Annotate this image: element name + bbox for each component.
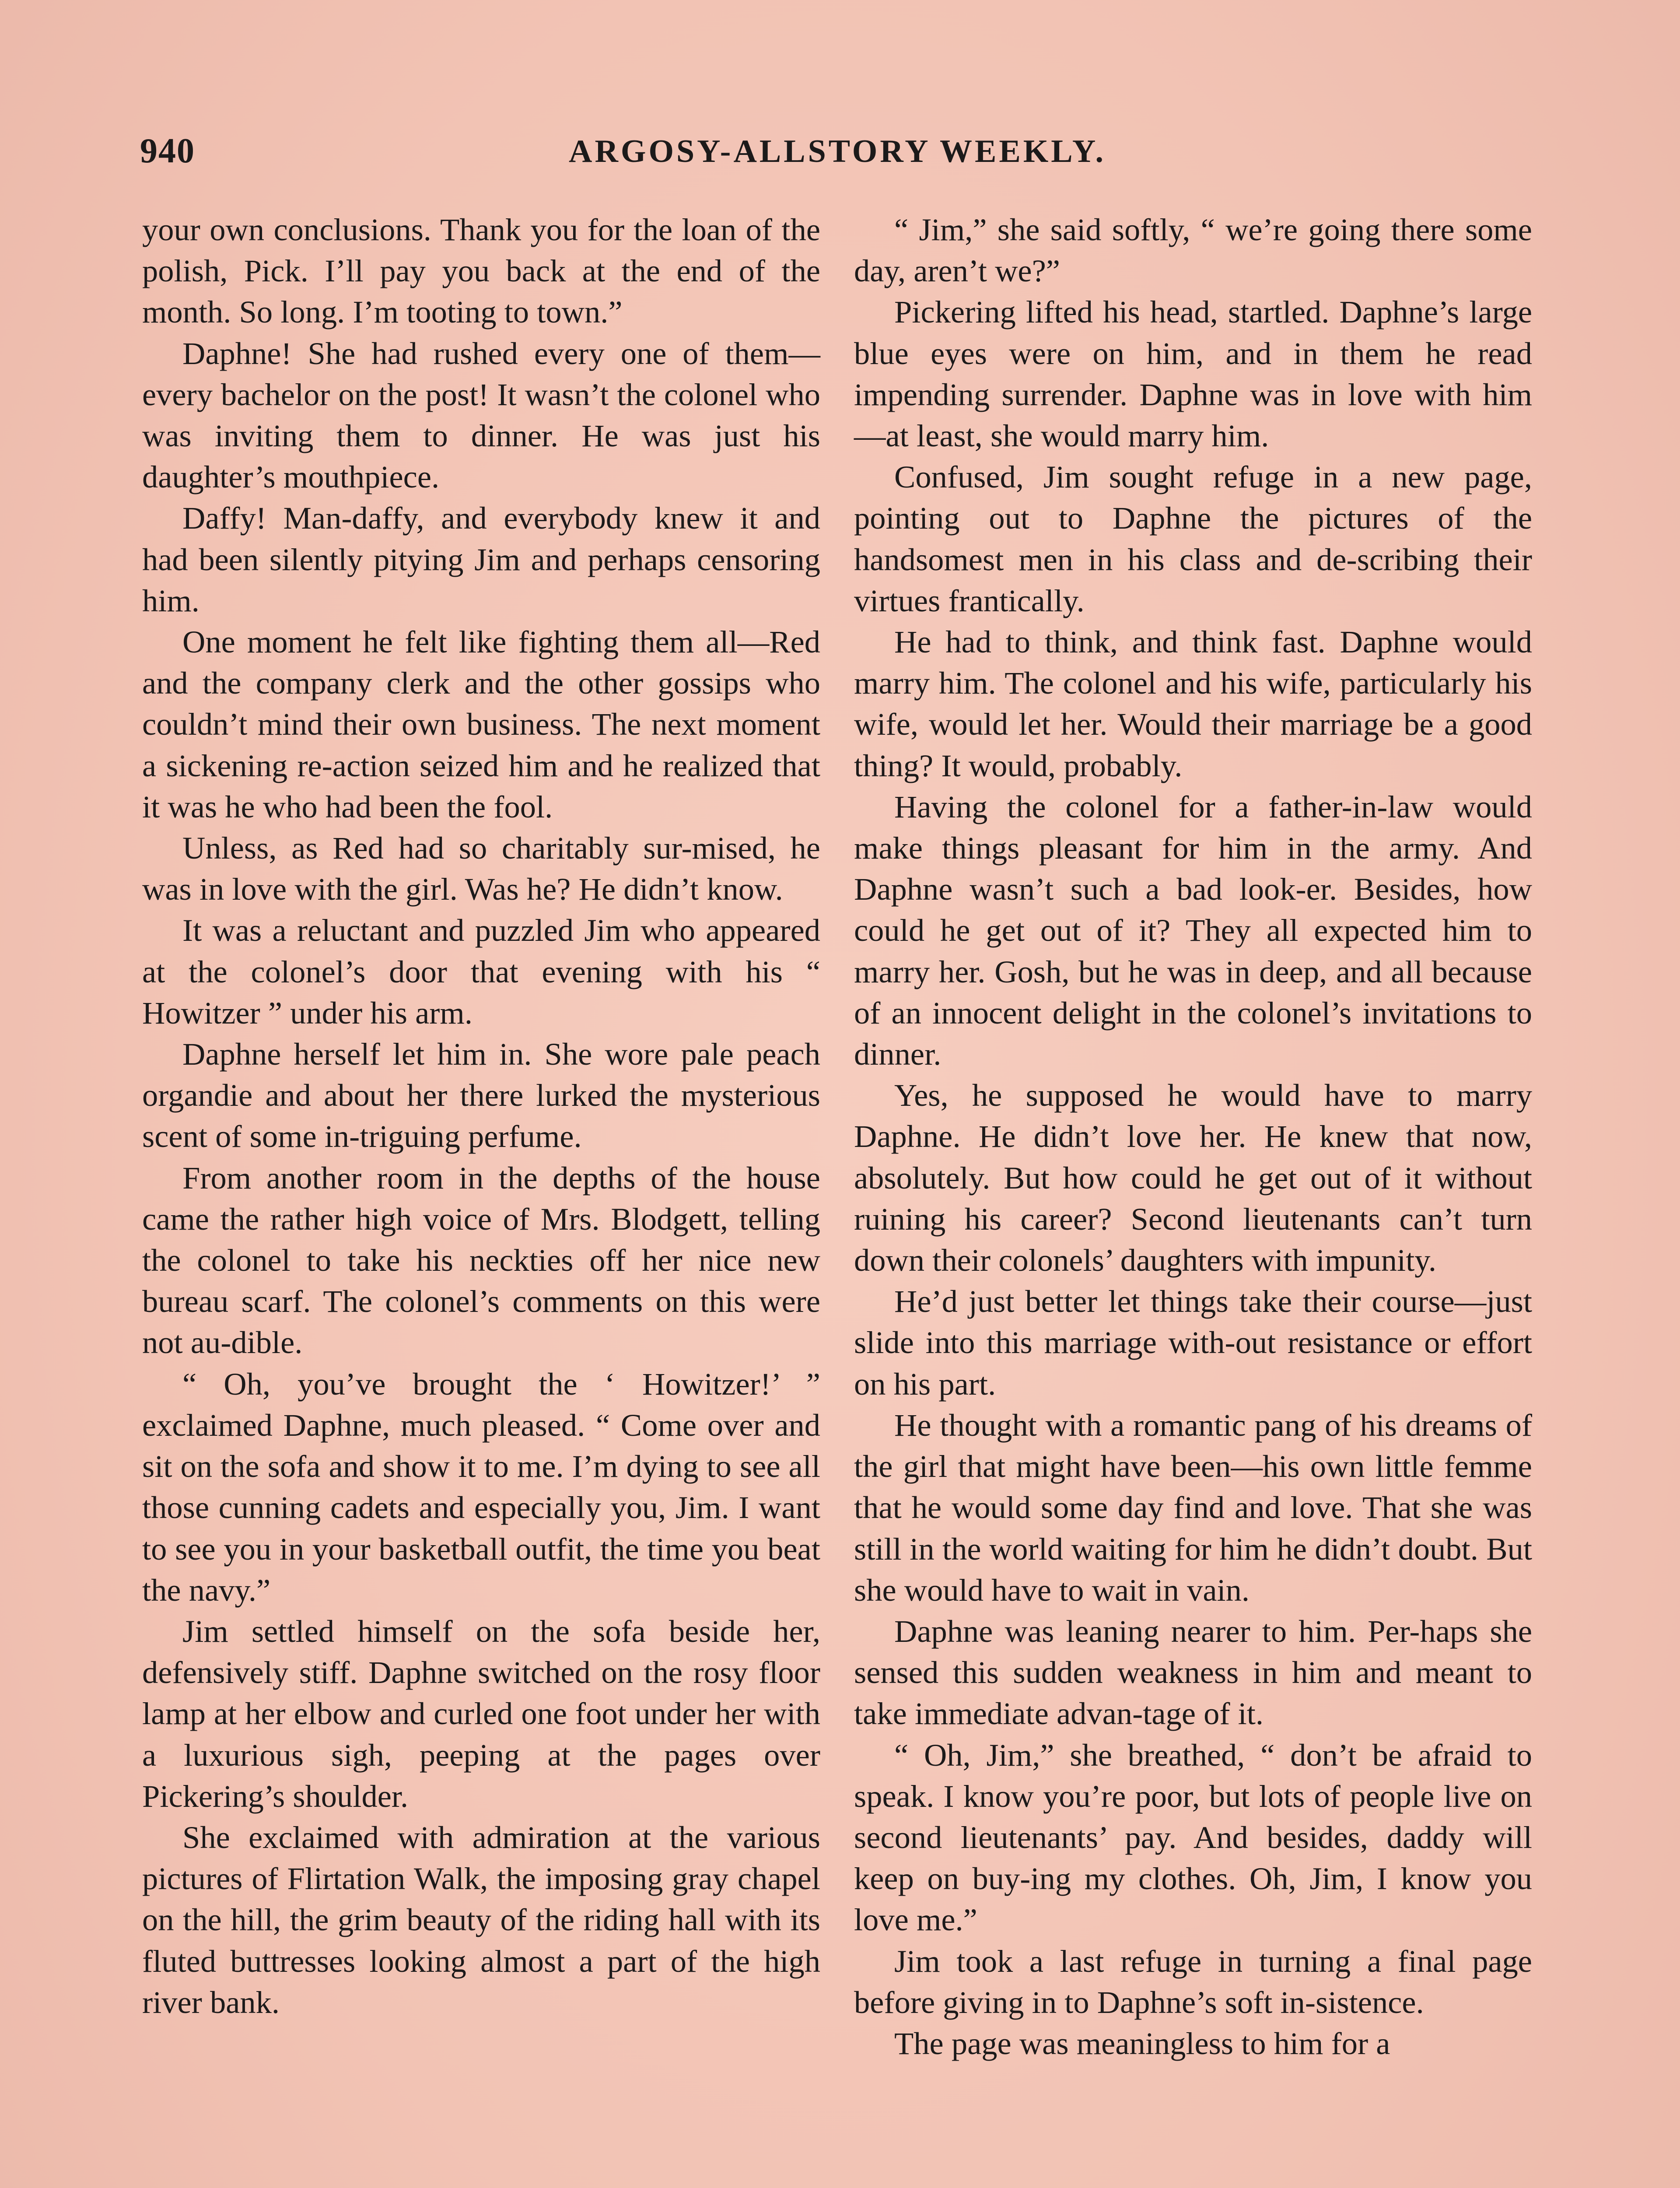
paragraph: The page was meaningless to him for a (894, 2025, 1390, 2061)
paragraph: It was a reluctant and puzzled Jim who appeared at the colonel’s door that evening with his “ Howitzer ” under his arm. (142, 912, 820, 1031)
page-number: 940 (140, 132, 195, 170)
left-column (142, 209, 820, 2023)
paragraph: “ Oh, you’ve brought the ‘ Howitzer!’ ” exclaimed Daphne, much pleased. “ Come over and sit on the sofa and show it to me. I’m dying to see all those cunning cadets and especially you, Jim. I want to see you in your basketball outfit, the time you beat the navy.” (142, 1366, 820, 1608)
page-header (140, 131, 1536, 184)
paragraph: She exclaimed with admiration at the various pictures of Flirtation Walk, the imposing gray chapel on the hill, the grim beauty of the riding hall with its fluted buttresses looking almost a part of the high river bank. (142, 1819, 820, 2020)
paragraph: your own conclusions. Thank you for the loan of the polish, Pick. I’ll pay you back at the end of the month. So long. I’m tooting to town.” (142, 212, 820, 330)
paragraph: “ Oh, Jim,” she breathed, “ don’t be afraid to speak. I know you’re poor, but lots of people live on second lieutenants’ pay. And besides, daddy will keep on buy-ing my clothes. Oh, Jim, I know you love me.” (854, 1737, 1532, 1938)
paragraph: He thought with a romantic pang of his dreams of the girl that might have been—his own little femme that he would some day find and love. That she was still in the world waiting for him he didn’t doubt. But she would have to wait in vain. (854, 1407, 1532, 1608)
running-head: ARGOSY-ALLSTORY WEEKLY. (569, 133, 1106, 169)
paragraph: “ Jim,” she said softly, “ we’re going there some day, aren’t we?” (854, 212, 1532, 289)
paragraph: From another room in the depths of the house came the rather high voice of Mrs. Blodgett, telling the colonel to take his neckties off her nice new bureau scarf. The colonel’s comments on this were not au-dible. (142, 1160, 820, 1360)
paragraph: Yes, he supposed he would have to marry Daphne. He didn’t love her. He knew that now, absolutely. But how could he get out of it without ruining his career? Second lieutenants can’t turn down their colonels’ daughters with impunity. (854, 1077, 1532, 1278)
paragraph: Jim settled himself on the sofa beside her, defensively stiff. Daphne switched on the rosy floor lamp at her elbow and curled one foot under her with a luxurious sigh, peeping at the pages over Pickering’s shoulder. (142, 1613, 820, 1814)
paragraph: He had to think, and think fast. Daphne would marry him. The colonel and his wife, particularly his wife, would let her. Would their marriage be a good thing? It would, probably. (854, 624, 1532, 783)
paragraph: Daphne was leaning nearer to him. Per-haps she sensed this sudden weakness in him and meant to take immediate advan-tage of it. (854, 1613, 1532, 1732)
paragraph: Unless, as Red had so charitably sur-mised, he was in love with the girl. Was he? He didn’t know. (142, 830, 820, 907)
paragraph: Pickering lifted his head, startled. Daphne’s large blue eyes were on him, and in them he read impending surrender. Daphne was in love with him—at least, she would marry him. (854, 294, 1532, 454)
paragraph: Daphne herself let him in. She wore pale peach organdie and about her there lurked the mysterious scent of some in-triguing perfume. (142, 1036, 820, 1154)
right-column (854, 209, 1532, 2064)
paragraph: Having the colonel for a father-in-law would make things pleasant for him in the army. And Daphne wasn’t such a bad look-er. Besides, how could he get out of it? They all expected him to marry her. Gosh, but he was in deep, and all because of an innocent delight in the colonel’s invitations to dinner. (854, 789, 1532, 1072)
paragraph: One moment he felt like fighting them all—Red and the company clerk and the other gossips who couldn’t mind their own business. The next moment a sickening re-action seized him and he realized that it was he who had been the fool. (142, 624, 820, 824)
paragraph: Jim took a last refuge in turning a final page before giving in to Daphne’s soft in-sistence. (854, 1943, 1532, 2020)
paragraph: Confused, Jim sought refuge in a new page, pointing out to Daphne the pictures of the handsomest men in his class and de-scribing their virtues frantically. (854, 459, 1532, 618)
paragraph: He’d just better let things take their course—just slide into this marriage with-out resistance or effort on his part. (854, 1283, 1532, 1402)
paragraph: Daffy! Man-daffy, and everybody knew it and had been silently pitying Jim and perhaps censoring him. (142, 500, 820, 618)
paragraph: Daphne! She had rushed every one of them—every bachelor on the post! It wasn’t the colonel who was inviting them to dinner. He was just his daughter’s mouthpiece. (142, 335, 820, 495)
